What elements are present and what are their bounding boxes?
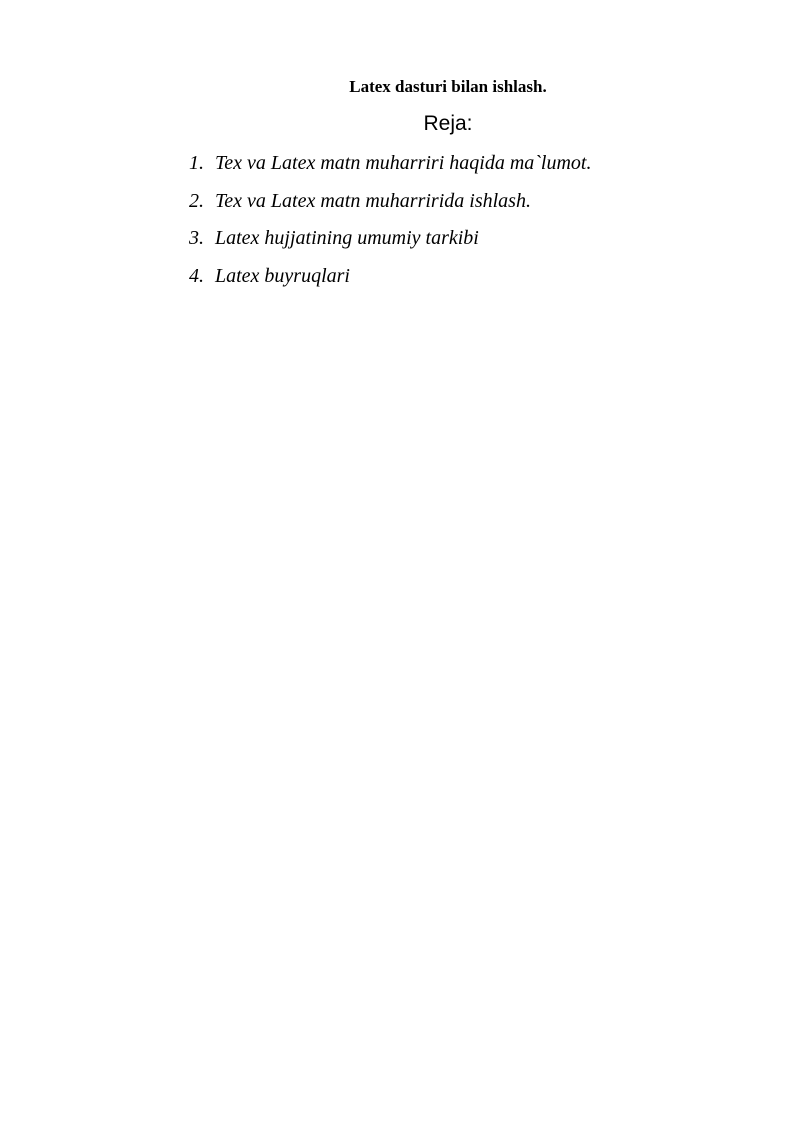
plan-heading: Reja: bbox=[423, 112, 473, 135]
plan-item-number: 2. bbox=[189, 189, 204, 212]
plan-item-text: Latex hujjatining umumiy tarkibi bbox=[215, 227, 479, 249]
document-title: Latex dasturi bilan ishlash. bbox=[349, 77, 547, 96]
plan-item-number: 3. bbox=[189, 227, 204, 249]
plan-item bbox=[189, 188, 591, 226]
plan-list bbox=[189, 150, 591, 300]
plan-item-text: Latex buyruqlari bbox=[215, 264, 350, 287]
plan-item-text: Tex va Latex matn muharriri haqida ma`lumot. bbox=[215, 152, 592, 174]
plan-item bbox=[189, 150, 591, 188]
plan-item bbox=[189, 263, 591, 301]
plan-item-number: 4. bbox=[189, 264, 204, 287]
plan-item-number: 1. bbox=[189, 152, 204, 174]
plan-item-text: Tex va Latex matn muharririda ishlash. bbox=[215, 189, 531, 212]
plan-item bbox=[189, 225, 591, 263]
